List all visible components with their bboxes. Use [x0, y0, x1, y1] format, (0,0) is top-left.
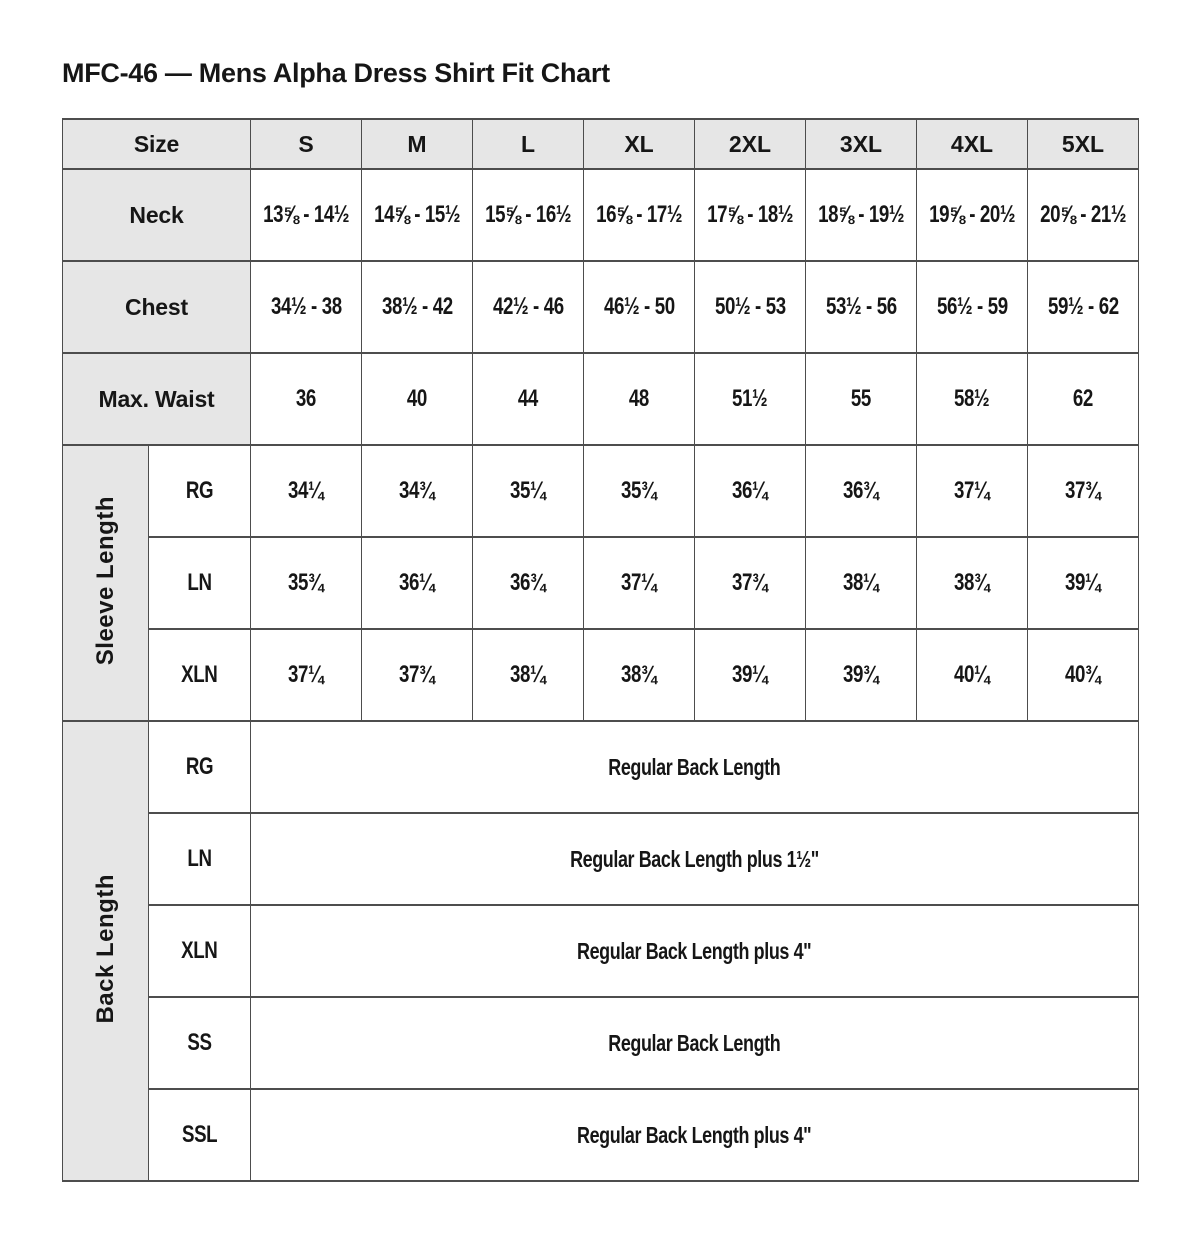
max-waist-value-cell [584, 353, 695, 445]
chest-value-cell [251, 261, 362, 353]
chest-value-cell [473, 261, 584, 353]
sleeve-rg-value-cell [584, 445, 695, 537]
max-waist-value: 36 [295, 385, 317, 412]
sleeve-ln-value: 38¾ [954, 569, 990, 596]
sleeve-rg-value-cell [806, 445, 917, 537]
max-waist-value-cell [695, 353, 806, 445]
chest-value: 38½ - 42 [381, 293, 453, 320]
chest-value: 53½ - 56 [825, 293, 897, 320]
sleeve-rg-value-cell [917, 445, 1028, 537]
back-ln-row [63, 813, 1139, 905]
sleeve-xln-value: 37¼ [288, 661, 324, 688]
sleeve-ln-value-cell [251, 537, 362, 629]
chest-value: 34½ - 38 [270, 293, 342, 320]
neck-value: 17⅝ - 18½ [707, 201, 794, 228]
back-ln-description: Regular Back Length plus 1½" [570, 845, 819, 872]
sleeve-rg-value: 36¾ [843, 477, 879, 504]
back-rg-description-cell [251, 721, 1139, 813]
size-header-row [63, 119, 1139, 169]
sleeve-rg-value: 34¼ [288, 477, 324, 504]
sleeve-length-section-label: Sleeve Length [91, 495, 119, 666]
sleeve-ln-value: 39¼ [1065, 569, 1101, 596]
size-col-m: M [362, 119, 473, 169]
sleeve-xln-value-cell [584, 629, 695, 721]
sleeve-ln-value-cell [806, 537, 917, 629]
sleeve-xln-value: 38¾ [621, 661, 657, 688]
size-col-2xl: 2XL [695, 119, 806, 169]
sleeve-xln-value: 37¾ [399, 661, 435, 688]
sleeve-xln-value-cell [695, 629, 806, 721]
sleeve-xln-value: 40¼ [954, 661, 990, 688]
neck-value: 19⅝ - 20½ [929, 201, 1016, 228]
sleeve-xln-value-cell [251, 629, 362, 721]
neck-value: 20⅝ - 21½ [1040, 201, 1127, 228]
back-ssl-row [63, 1089, 1139, 1181]
max-waist-value: 58½ [954, 385, 990, 412]
max-waist-value-cell [917, 353, 1028, 445]
back-ln-description-cell [251, 813, 1139, 905]
back-ln-code: LN [187, 845, 212, 872]
sleeve-rg-value-cell [695, 445, 806, 537]
chest-value-cell [806, 261, 917, 353]
sleeve-rg-value: 36¼ [732, 477, 768, 504]
chest-value-cell [584, 261, 695, 353]
chest-row-label: Chest [63, 261, 251, 353]
sleeve-xln-value-cell [806, 629, 917, 721]
neck-row-label: Neck [63, 169, 251, 261]
back-ss-description: Regular Back Length [608, 1029, 781, 1056]
sleeve-rg-value: 35¾ [621, 477, 657, 504]
max-waist-value-cell [251, 353, 362, 445]
sleeve-ln-value-cell [695, 537, 806, 629]
chest-value: 42½ - 46 [492, 293, 564, 320]
neck-value-cell [473, 169, 584, 261]
chest-value-cell [695, 261, 806, 353]
sleeve-rg-value-cell [473, 445, 584, 537]
neck-value-cell [584, 169, 695, 261]
neck-value-cell [695, 169, 806, 261]
sleeve-ln-value-cell [362, 537, 473, 629]
sleeve-xln-value-cell [473, 629, 584, 721]
fit-chart-table [62, 118, 1139, 1182]
max-waist-value-cell [1028, 353, 1139, 445]
neck-value-cell [917, 169, 1028, 261]
chest-value: 50½ - 53 [714, 293, 786, 320]
neck-value-cell [251, 169, 362, 261]
back-ssl-code: SSL [181, 1121, 218, 1148]
back-rg-description: Regular Back Length [608, 753, 781, 780]
sleeve-ln-value-cell [917, 537, 1028, 629]
sleeve-ln-code-cell [149, 537, 251, 629]
sleeve-xln-row [63, 629, 1139, 721]
back-ss-code-cell [149, 997, 251, 1089]
size-col-5xl: 5XL [1028, 119, 1139, 169]
back-length-section-label-cell [63, 721, 149, 1181]
back-ss-description-cell [251, 997, 1139, 1089]
back-rg-code-cell [149, 721, 251, 813]
sleeve-xln-value: 38¼ [510, 661, 546, 688]
back-ln-code-cell [149, 813, 251, 905]
back-ss-row [63, 997, 1139, 1089]
sleeve-ln-value: 35¾ [288, 569, 324, 596]
back-xln-code-cell [149, 905, 251, 997]
sleeve-xln-value-cell [917, 629, 1028, 721]
sleeve-xln-value-cell [362, 629, 473, 721]
chest-value-cell [1028, 261, 1139, 353]
max-waist-value: 55 [850, 385, 872, 412]
back-ssl-description-cell [251, 1089, 1139, 1181]
neck-value: 14⅝ - 15½ [374, 201, 461, 228]
sleeve-rg-value-cell [362, 445, 473, 537]
sleeve-rg-row [63, 445, 1139, 537]
max-waist-value: 48 [628, 385, 650, 412]
max-waist-value: 62 [1072, 385, 1094, 412]
max-waist-value: 44 [517, 385, 539, 412]
sleeve-xln-value: 39¾ [843, 661, 879, 688]
sleeve-ln-value-cell [584, 537, 695, 629]
sleeve-rg-value-cell [1028, 445, 1139, 537]
back-xln-row [63, 905, 1139, 997]
back-rg-code: RG [185, 753, 214, 780]
max-waist-value: 40 [406, 385, 428, 412]
back-ssl-code-cell [149, 1089, 251, 1181]
sleeve-ln-value-cell [1028, 537, 1139, 629]
sleeve-ln-value: 37¼ [621, 569, 657, 596]
sleeve-rg-value: 35¼ [510, 477, 546, 504]
max-waist-value-cell [473, 353, 584, 445]
sleeve-xln-value: 40¾ [1065, 661, 1101, 688]
page-title: MFC-46 — Mens Alpha Dress Shirt Fit Chart [62, 58, 610, 88]
sleeve-ln-value: 38¼ [843, 569, 879, 596]
sleeve-rg-code: RG [185, 477, 214, 504]
back-xln-description: Regular Back Length plus 4" [577, 937, 812, 964]
max-waist-value: 51½ [732, 385, 768, 412]
max-waist-value-cell [362, 353, 473, 445]
chest-row [63, 261, 1139, 353]
sleeve-ln-value: 36¼ [399, 569, 435, 596]
sleeve-rg-value: 34¾ [399, 477, 435, 504]
sleeve-xln-value: 39¼ [732, 661, 768, 688]
neck-value-cell [362, 169, 473, 261]
chest-value-cell [362, 261, 473, 353]
neck-row [63, 169, 1139, 261]
back-xln-description-cell [251, 905, 1139, 997]
back-ssl-description: Regular Back Length plus 4" [577, 1121, 812, 1148]
neck-value-cell [1028, 169, 1139, 261]
neck-value: 15⅝ - 16½ [485, 201, 572, 228]
back-rg-row [63, 721, 1139, 813]
size-header-label: Size [63, 119, 251, 169]
neck-value: 18⅝ - 19½ [818, 201, 905, 228]
max-waist-row-label: Max. Waist [63, 353, 251, 445]
back-xln-code: XLN [181, 937, 218, 964]
max-waist-row [63, 353, 1139, 445]
sleeve-xln-value-cell [1028, 629, 1139, 721]
size-col-4xl: 4XL [917, 119, 1028, 169]
sleeve-rg-value: 37¼ [954, 477, 990, 504]
size-col-xl: XL [584, 119, 695, 169]
sleeve-rg-value: 37¾ [1065, 477, 1101, 504]
back-length-section-label: Back Length [91, 873, 119, 1024]
neck-value: 13⅝ - 14½ [263, 201, 350, 228]
chest-value: 59½ - 62 [1047, 293, 1119, 320]
sleeve-ln-value: 36¾ [510, 569, 546, 596]
back-ss-code: SS [187, 1029, 212, 1056]
sleeve-xln-code-cell [149, 629, 251, 721]
max-waist-value-cell [806, 353, 917, 445]
chest-value: 46½ - 50 [603, 293, 675, 320]
size-col-s: S [251, 119, 362, 169]
sleeve-xln-code: XLN [181, 661, 218, 688]
sleeve-ln-row [63, 537, 1139, 629]
size-col-l: L [473, 119, 584, 169]
sleeve-rg-code-cell [149, 445, 251, 537]
sleeve-ln-value-cell [473, 537, 584, 629]
sleeve-rg-value-cell [251, 445, 362, 537]
sleeve-ln-value: 37¾ [732, 569, 768, 596]
neck-value: 16⅝ - 17½ [596, 201, 683, 228]
sleeve-ln-code: LN [187, 569, 212, 596]
neck-value-cell [806, 169, 917, 261]
size-col-3xl: 3XL [806, 119, 917, 169]
chest-value: 56½ - 59 [936, 293, 1008, 320]
chest-value-cell [917, 261, 1028, 353]
sleeve-length-section-label-cell [63, 445, 149, 721]
